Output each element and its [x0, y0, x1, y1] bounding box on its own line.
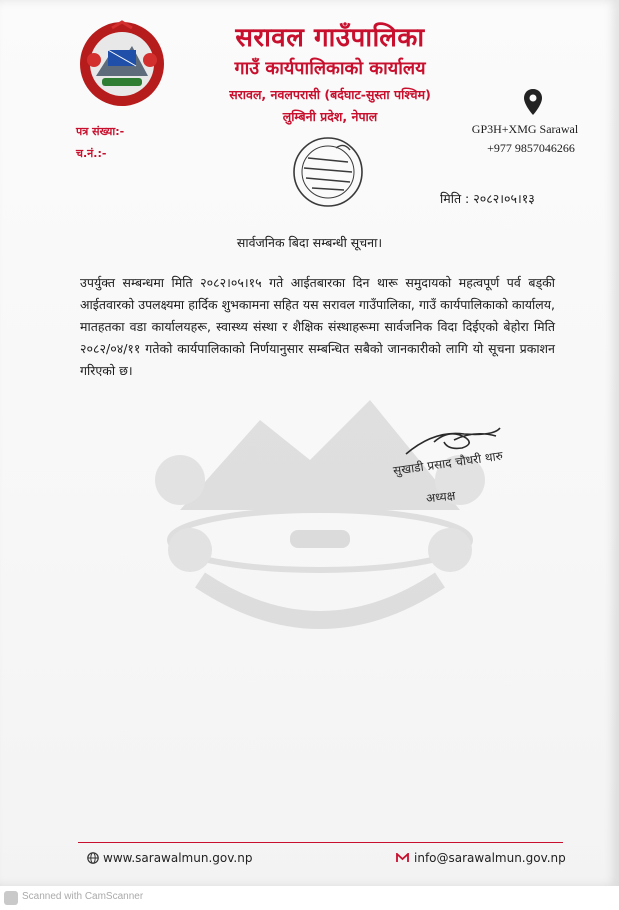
reference-number-label: पत्र संख्या:- [76, 125, 125, 138]
email-link[interactable]: info@sarawalmun.gov.np [414, 851, 566, 865]
letter-body: उपर्युक्त सम्बन्धमा मिति २०८२।०५।१५ गते आईतबारका दिन थारू समुदायको महत्वपूर्ण पर्व बड्की आईतवारको उपलक्ष्यमा हार्दिक शुभकामना सहित यस सरावल गाउँपालिका, गाउँ कार्यपालिकाको कार्यालय, मातहतका वडा कार्यालयहरू, स्वास्थ्य संस्था र शैक्षिक संस्थाहरूमा सार्वजनिक विदा दिईएको बेहोरा मिति २०८२/०४/११ गतेको कार्यपालिकाको निर्णयानुसार सम्बन्धित सबैको जानकारीको लागि यो सूचना प्रकाशन गरिएको छ। [80, 275, 555, 378]
letter-date: मिति : २०८२।०५।१३ [440, 191, 535, 206]
address-line-1: सरावल, नवलपरासी (बर्दघाट-सुस्ता पश्चिम) [229, 87, 431, 102]
emblem-icon [78, 20, 166, 108]
dispatch-number-label: च.नं.:- [76, 147, 107, 160]
footer-divider [78, 842, 563, 843]
municipality-title: सरावल गाउँपालिका [235, 23, 425, 53]
address-line-2: लुम्बिनी प्रदेश, नेपाल [282, 109, 378, 124]
location-pin-icon [523, 88, 543, 116]
signer-name: सुखाडी प्रसाद चौधरी थारु [392, 448, 504, 478]
mail-icon [396, 853, 409, 863]
phone-number: +977 9857046266 [487, 141, 575, 155]
camscanner-icon [4, 891, 18, 905]
scanner-label: Scanned with CamScanner [22, 891, 144, 902]
globe-icon [87, 852, 99, 864]
plus-code: GP3H+XMG Sarawal [471, 122, 579, 136]
letter-subject: सार्वजनिक बिदा सम्बन्धी सूचना। [236, 235, 383, 250]
office-subtitle: गाउँ कार्यपालिकाको कार्यालय [234, 58, 426, 79]
signer-role: अध्यक्ष [425, 488, 456, 506]
stamp-icon [278, 132, 374, 212]
watermark-emblem-icon [140, 360, 500, 660]
website-link[interactable]: www.sarawalmun.gov.np [103, 851, 253, 865]
